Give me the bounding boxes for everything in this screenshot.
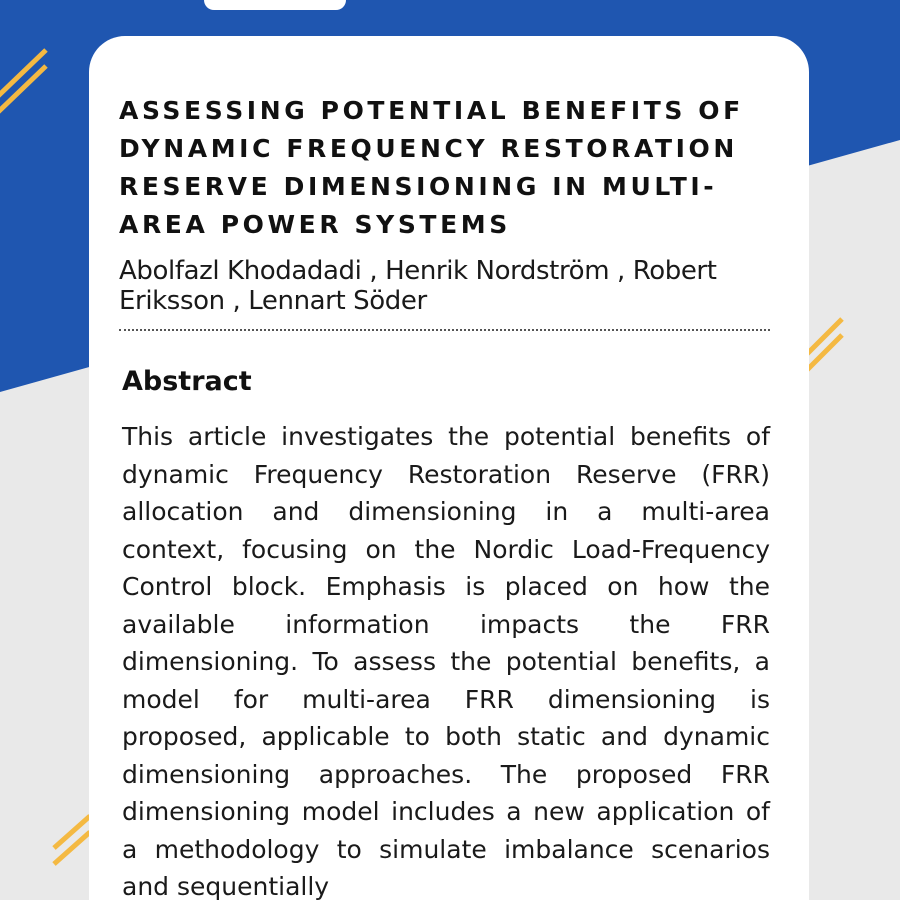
paper-title: ASSESSING POTENTIAL BENEFITS OF DYNAMIC FREQUENCY RESTORATION RESERVE DIMENSIONING IN MULTI-AREA POWER SYSTEMS	[119, 96, 744, 239]
paper-card	[89, 36, 809, 900]
accent-stripes-top-left	[0, 40, 60, 120]
paper-authors: Abolfazl Khodadadi , Henrik Nordström , Robert Eriksson , Lennart Söder	[119, 256, 717, 316]
top-tab-shape	[204, 0, 346, 10]
abstract-heading: Abstract	[122, 366, 252, 397]
dotted-divider	[119, 329, 770, 331]
abstract-text: This article investigates the potential benefits of dynamic Frequency Restoration Reserve (FRR) allocation and dimensioning in a multi-area context, focusing on the Nordic Load-Frequency Control block. Emphasis is placed on how the available information impacts the FRR dimensioning. To assess the potential benefits, a model for multi-area FRR dimensioning is proposed, applicable to both static and dynamic dimensioning approaches. The proposed FRR dimensioning model includes a new application of a methodology to simulate imbalance scenarios and sequentially	[122, 422, 770, 900]
accent-stripes-right	[804, 315, 854, 385]
